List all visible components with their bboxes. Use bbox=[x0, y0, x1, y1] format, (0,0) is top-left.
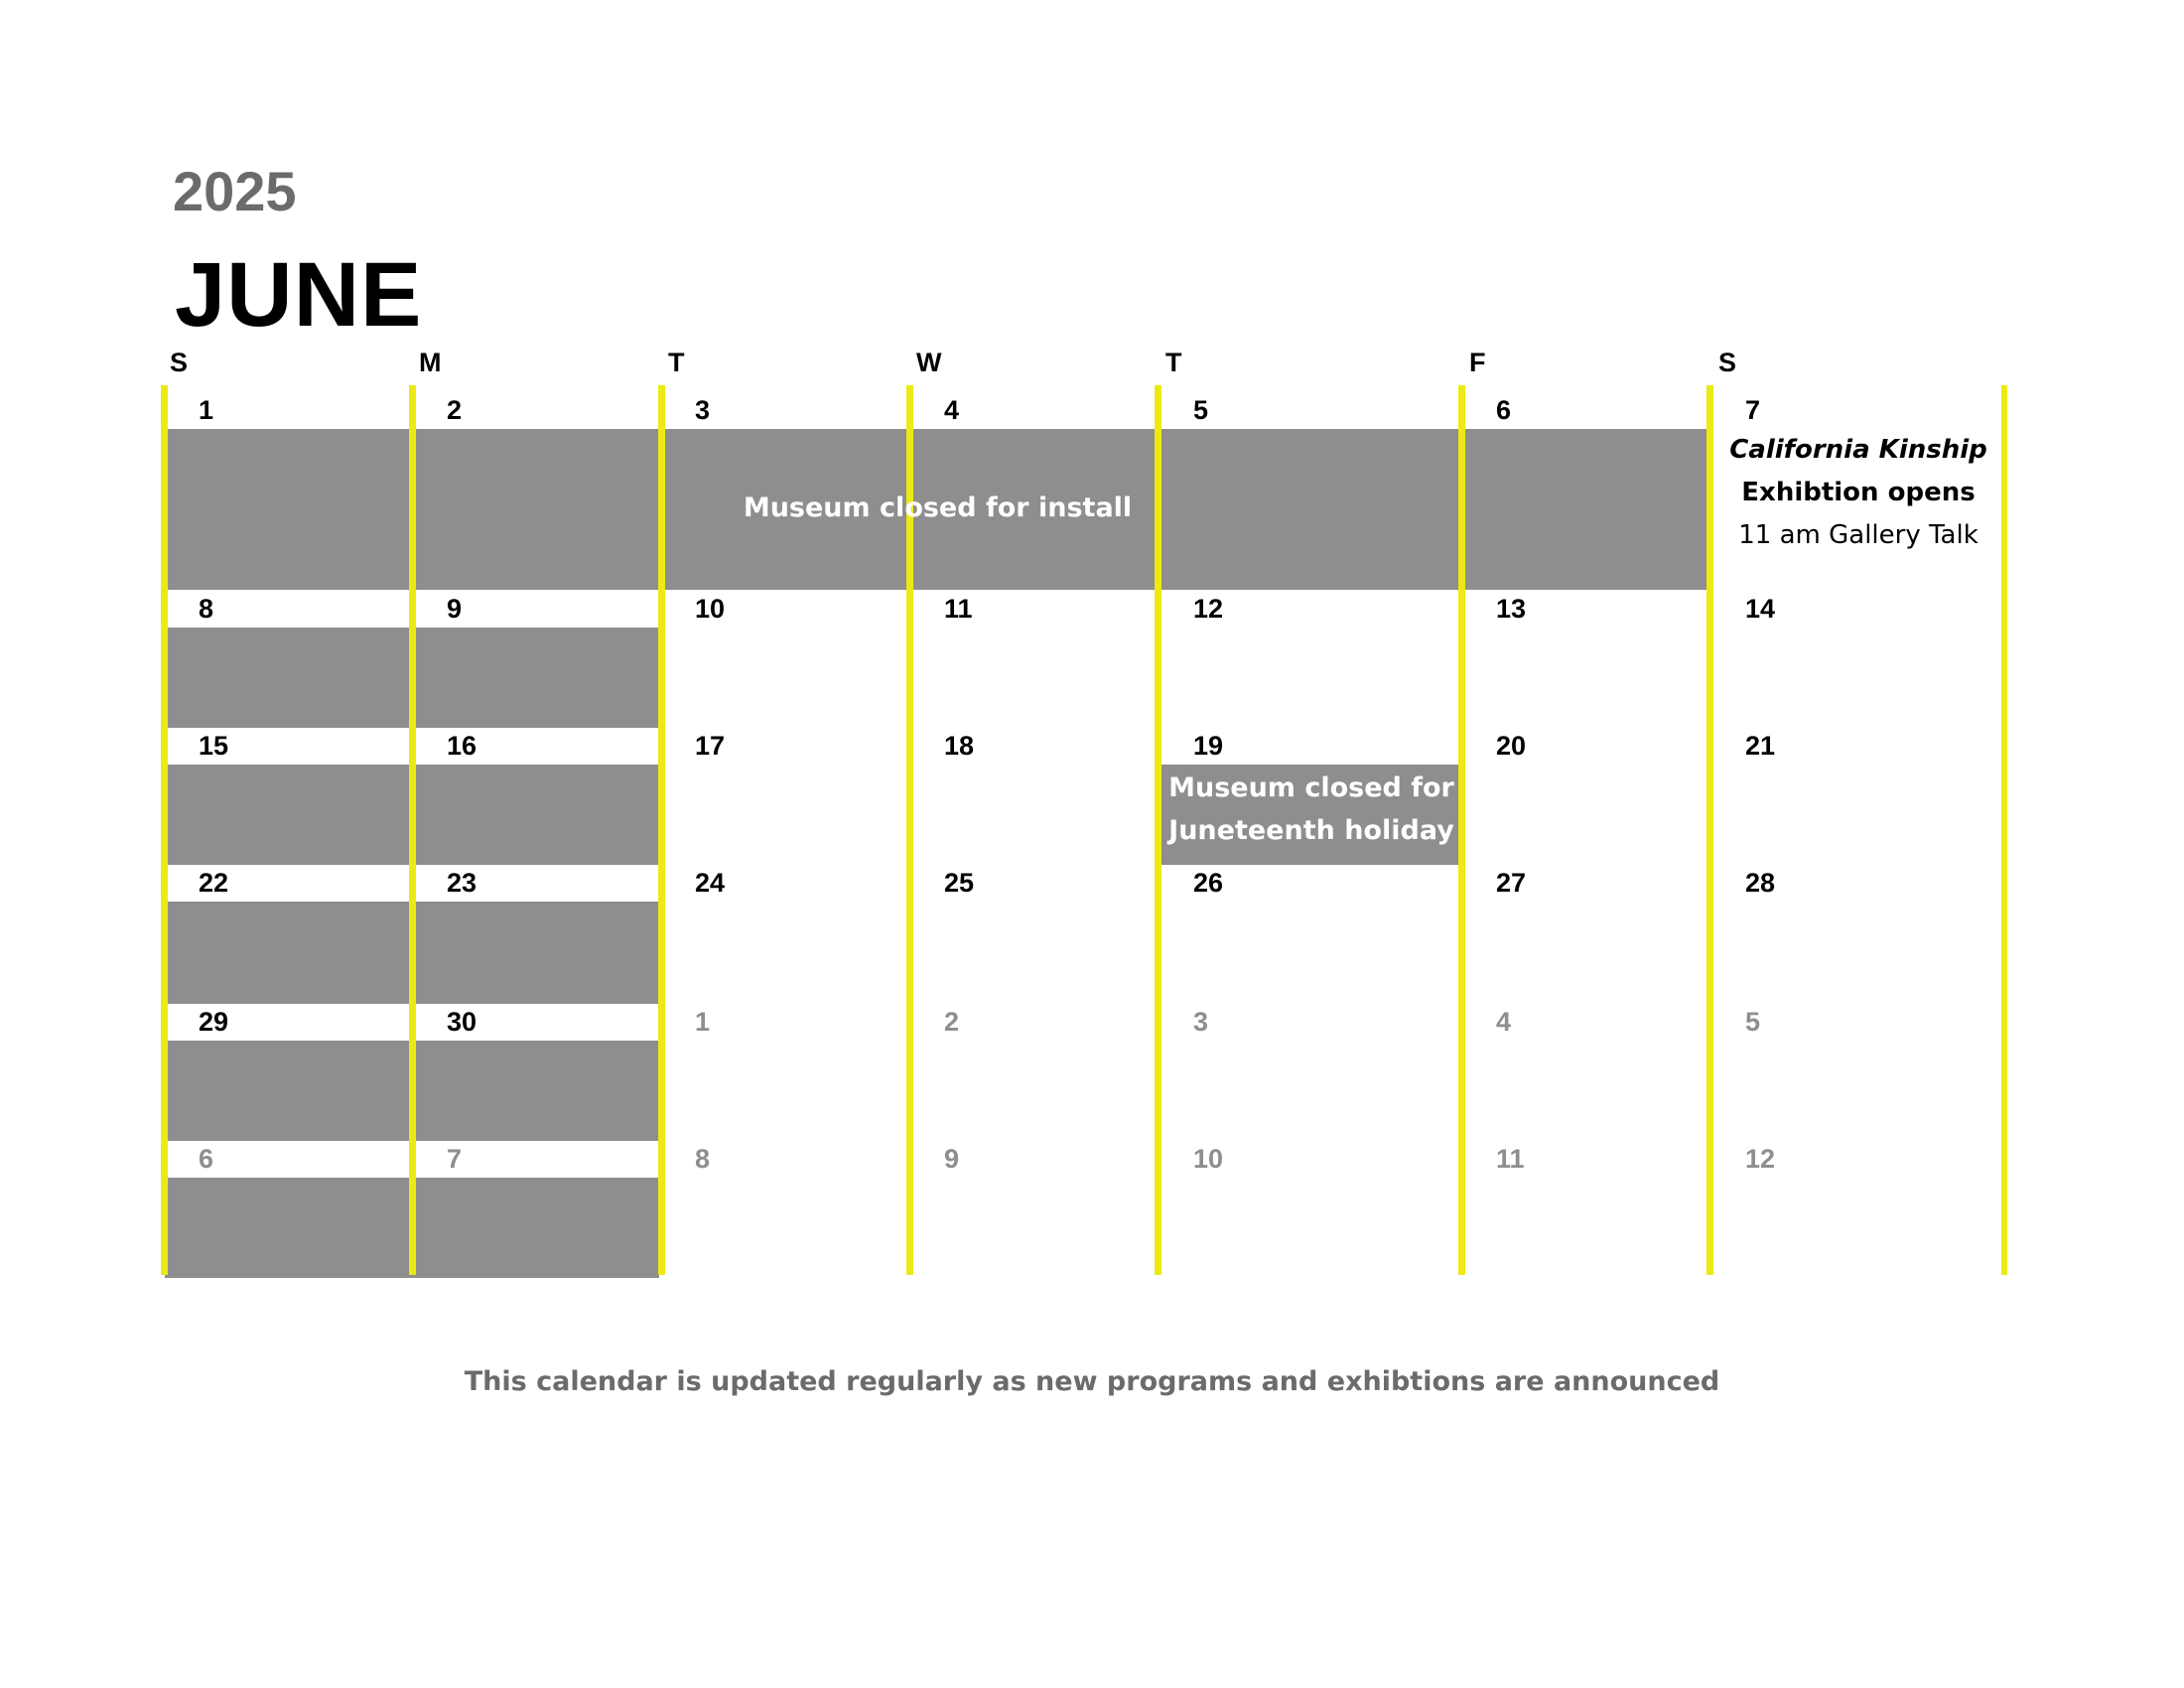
event-detail: 11 am Gallery Talk bbox=[1738, 520, 1979, 550]
weekday-monday: M bbox=[419, 348, 442, 377]
day-cell: 17 bbox=[695, 731, 726, 761]
day-cell: 26 bbox=[1193, 868, 1224, 898]
day-cell-next-month: 8 bbox=[695, 1144, 711, 1174]
month-title: JUNE bbox=[175, 244, 423, 346]
weekday-tuesday: T bbox=[668, 348, 685, 377]
day-cell-next-month: 12 bbox=[1745, 1144, 1776, 1174]
weekday-sunday: S bbox=[170, 348, 189, 377]
day-cell: 20 bbox=[1496, 731, 1527, 761]
day-cell: 6 bbox=[1496, 395, 1512, 425]
install-closure-label: Museum closed for install bbox=[743, 492, 1133, 523]
day-cell: 24 bbox=[695, 868, 726, 898]
day-cell-next-month: 5 bbox=[1745, 1007, 1761, 1037]
juneteenth-closure-label-line1: Museum closed for bbox=[1168, 773, 1454, 803]
day-cell: 14 bbox=[1745, 594, 1776, 624]
day-cell: 22 bbox=[199, 868, 229, 898]
day-cell: 4 bbox=[944, 395, 960, 425]
day-cell: 7 bbox=[1745, 395, 1761, 425]
day-cell-next-month: 4 bbox=[1496, 1007, 1512, 1037]
day-cell-next-month: 3 bbox=[1193, 1007, 1209, 1037]
day-cell: 8 bbox=[199, 594, 214, 624]
day-cell: 27 bbox=[1496, 868, 1527, 898]
day-cell-next-month: 11 bbox=[1496, 1144, 1525, 1174]
weekday-thursday: T bbox=[1165, 348, 1182, 377]
event-subtitle: Exhibtion opens bbox=[1741, 478, 1976, 507]
day-cell: 15 bbox=[199, 731, 229, 761]
year-label: 2025 bbox=[173, 160, 297, 222]
day-cell: 9 bbox=[447, 594, 463, 624]
weekday-saturday: S bbox=[1718, 348, 1737, 377]
day-cell: 28 bbox=[1745, 868, 1776, 898]
day-cell: 5 bbox=[1193, 395, 1209, 425]
day-cell-next-month: 6 bbox=[199, 1144, 214, 1174]
day-cell: 16 bbox=[447, 731, 478, 761]
day-cell: 2 bbox=[447, 395, 463, 425]
day-cell: 19 bbox=[1193, 731, 1224, 761]
weekday-wednesday: W bbox=[916, 348, 942, 377]
day-cell: 18 bbox=[944, 731, 975, 761]
day-cell: 12 bbox=[1193, 594, 1224, 624]
day-cell-next-month: 10 bbox=[1193, 1144, 1224, 1174]
weekday-friday: F bbox=[1469, 348, 1486, 377]
day-cell: 25 bbox=[944, 868, 975, 898]
day-cell-next-month: 9 bbox=[944, 1144, 960, 1174]
day-cell: 30 bbox=[447, 1007, 478, 1037]
day-cell: 29 bbox=[199, 1007, 229, 1037]
event-title: California Kinship bbox=[1729, 435, 1987, 465]
day-cell-next-month: 7 bbox=[447, 1144, 463, 1174]
day-cell-next-month: 1 bbox=[695, 1007, 711, 1037]
day-cell-next-month: 2 bbox=[944, 1007, 960, 1037]
juneteenth-closure-label-line2: Juneteenth holiday bbox=[1168, 815, 1454, 846]
day-cell: 1 bbox=[199, 395, 214, 425]
day-cell: 10 bbox=[695, 594, 726, 624]
day-cell: 13 bbox=[1496, 594, 1527, 624]
day-cell: 3 bbox=[695, 395, 711, 425]
day-cell: 11 bbox=[944, 594, 973, 624]
column-rule bbox=[2001, 385, 2007, 1275]
day-cell: 21 bbox=[1745, 731, 1776, 761]
day-cell: 23 bbox=[447, 868, 478, 898]
footer-note: This calendar is updated regularly as new programs and exhibtions are announced bbox=[464, 1366, 1720, 1397]
